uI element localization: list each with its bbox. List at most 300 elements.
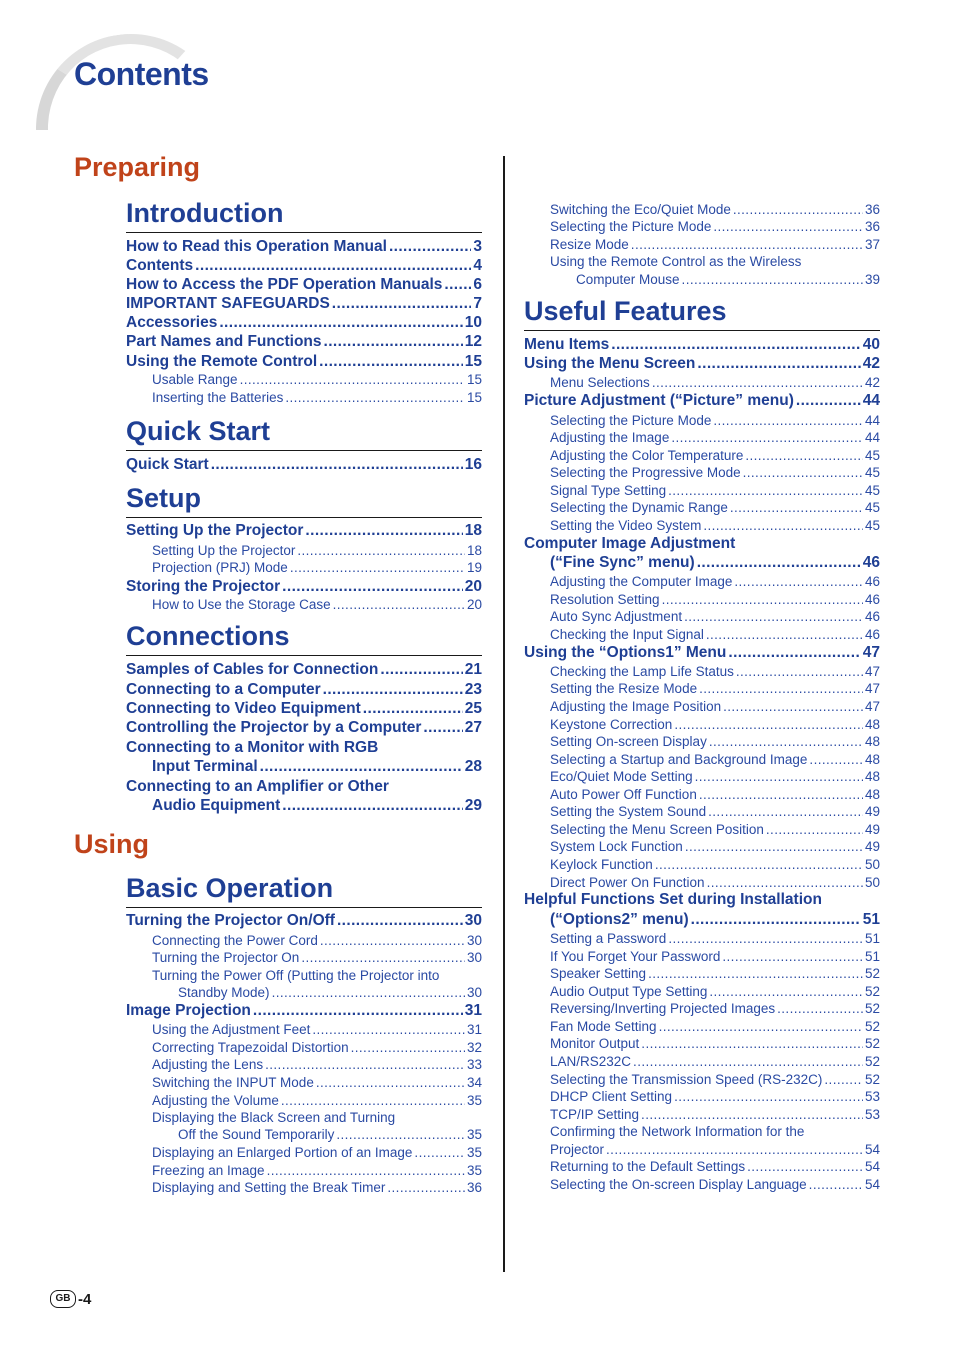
toc-leader-dots [668, 483, 863, 498]
toc-entry-page: 7 [473, 295, 482, 312]
toc-entry-page: 19 [466, 560, 482, 575]
toc-entry-page: 37 [864, 237, 880, 252]
toc-entry[interactable] [152, 1057, 482, 1075]
toc-leader-dots [674, 1089, 863, 1104]
toc-entry[interactable] [550, 966, 880, 984]
toc-entry[interactable] [152, 560, 482, 578]
toc-leader-dots [734, 574, 863, 589]
toc-entry-page: 52 [864, 984, 880, 999]
toc-leader-dots [282, 797, 462, 815]
toc-entry-text: Selecting the Dynamic Range [550, 500, 728, 515]
toc-entry[interactable] [550, 375, 880, 393]
toc-entry-page: 29 [464, 797, 482, 814]
toc-leader-dots [337, 912, 463, 930]
toc-entry-page: 48 [864, 787, 880, 802]
toc-entry[interactable] [550, 483, 880, 501]
toc-entry-text: Checking the Input Signal [550, 627, 704, 642]
toc-entry-page: 34 [466, 1075, 482, 1090]
toc-entry[interactable] [126, 456, 482, 476]
toc-leader-dots [282, 578, 463, 596]
toc-entry-page: 47 [864, 664, 880, 679]
toc-entry-text: Setting Up the Projector [126, 522, 304, 539]
toc-leader-dots [703, 518, 863, 533]
toc-leader-dots [195, 257, 471, 275]
toc-entry[interactable] [550, 1107, 880, 1125]
toc-entry-page: 36 [864, 219, 880, 234]
toc-leader-dots [211, 456, 463, 474]
toc-entry[interactable] [550, 949, 880, 967]
toc-entry-line: Connecting to an Amplifier or Other [126, 778, 389, 795]
toc-entry[interactable] [152, 933, 482, 951]
toc-entry[interactable] [152, 543, 482, 561]
toc-leader-dots [423, 719, 462, 737]
toc-leader-dots [777, 1001, 863, 1016]
toc-entry-text: TCP/IP Setting [550, 1107, 640, 1122]
toc-entry[interactable] [524, 336, 880, 356]
toc-entry[interactable] [550, 1177, 880, 1195]
toc-leader-dots [414, 1145, 465, 1160]
toc-entry-page: 48 [864, 734, 880, 749]
toc-entry-page: 33 [466, 1057, 482, 1072]
toc-leader-dots [267, 1163, 465, 1178]
toc-entry-text: Keylock Function [550, 857, 653, 872]
toc-entry[interactable] [126, 295, 482, 315]
toc-entry[interactable] [550, 202, 880, 220]
toc-leader-dots [699, 787, 863, 802]
toc-entry-page: 45 [864, 483, 880, 498]
toc-entry-page: 53 [864, 1089, 880, 1104]
toc-entry[interactable] [550, 839, 880, 857]
toc-leader-dots [809, 1177, 863, 1192]
toc-entry-text: Adjusting the Image [550, 430, 670, 445]
toc-leader-dots [809, 752, 863, 767]
toc-entry-text: Audio Equipment [152, 797, 281, 814]
toc-leader-dots [685, 839, 863, 854]
toc-entry-page: 52 [864, 1054, 880, 1069]
toc-entry[interactable] [550, 574, 880, 592]
page-footer [50, 1290, 91, 1308]
toc-leader-dots [745, 448, 863, 463]
toc-entry-page: 47 [862, 644, 880, 661]
toc-entry-text: Computer Mouse [576, 272, 680, 287]
toc-entry[interactable] [550, 664, 880, 682]
toc-entry-text: Setting the Resize Mode [550, 681, 698, 696]
toc-entry-page: 45 [864, 518, 880, 533]
toc-entry-page: 30 [466, 950, 482, 965]
toc-entry-text: Resolution Setting [550, 592, 660, 607]
toc-entry[interactable] [550, 1054, 880, 1072]
toc-entry[interactable] [152, 797, 482, 817]
toc-entry-line: Using the Remote Control as the Wireless [550, 254, 802, 269]
toc-entry-text: Storing the Projector [126, 578, 281, 595]
toc-entry-page: 45 [864, 500, 880, 515]
toc-entry[interactable] [126, 522, 482, 542]
toc-entry-page: 4 [473, 257, 482, 274]
toc-leader-dots [684, 609, 863, 624]
region-badge-icon: GB [50, 1290, 76, 1308]
toc-entry[interactable] [550, 592, 880, 610]
toc-entry-text: Keystone Correction [550, 717, 673, 732]
toc-entry-page: 52 [864, 1001, 880, 1016]
toc-entry-text: Selecting a Startup and Background Image [550, 752, 808, 767]
toc-entry-text: Connecting to a Computer [126, 681, 321, 698]
toc-entry[interactable] [178, 1127, 482, 1145]
toc-leader-dots [260, 758, 463, 776]
toc-entry-text: Selecting the Menu Screen Position [550, 822, 764, 837]
toc-entry-text: Adjusting the Color Temperature [550, 448, 744, 463]
toc-leader-dots [332, 295, 472, 313]
toc-entry[interactable] [550, 609, 880, 627]
toc-entry[interactable] [550, 448, 880, 466]
toc-leader-dots [387, 1180, 465, 1195]
toc-leader-dots [709, 984, 863, 999]
toc-entry-text: Connecting the Power Cord [152, 933, 318, 948]
toc-entry-page: 35 [466, 1093, 482, 1108]
toc-leader-dots [662, 592, 863, 607]
toc-entry[interactable] [126, 276, 482, 296]
toc-entry-text: Turning the Projector On/Off [126, 912, 335, 929]
toc-leader-dots [691, 911, 861, 929]
toc-entry-page: 30 [466, 933, 482, 948]
toc-entry[interactable] [550, 769, 880, 787]
toc-entry-text: DHCP Client Setting [550, 1089, 673, 1104]
toc-entry[interactable] [126, 681, 482, 701]
toc-entry[interactable] [152, 597, 482, 615]
toc-entry[interactable] [576, 272, 880, 290]
toc-entry-page: 35 [466, 1163, 482, 1178]
toc-entry-page: 46 [864, 574, 880, 589]
toc-entry-text: Image Projection [126, 1002, 251, 1019]
toc-entry-page: 51 [864, 949, 880, 964]
toc-entry-text: Fan Mode Setting [550, 1019, 657, 1034]
toc-entry[interactable] [550, 931, 880, 949]
toc-entry-text: Selecting the Transmission Speed (RS-232C) [550, 1072, 823, 1087]
toc-entry-text: Turning the Projector On [152, 950, 300, 965]
toc-entry-line: Connecting to a Monitor with RGB [126, 739, 379, 756]
toc-entry-page: 18 [464, 522, 482, 539]
toc-leader-dots [265, 1057, 465, 1072]
toc-entry[interactable] [178, 985, 482, 1003]
toc-entry[interactable] [550, 984, 880, 1002]
toc-entry[interactable] [550, 752, 880, 770]
toc-entry[interactable] [550, 1142, 880, 1160]
toc-entry[interactable] [152, 1093, 482, 1111]
toc-entry-page: 49 [864, 822, 880, 837]
toc-entry-page: 46 [864, 609, 880, 624]
toc-entry[interactable] [126, 257, 482, 277]
toc-entry-text: If You Forget Your Password [550, 949, 721, 964]
toc-entry-page: 35 [466, 1145, 482, 1160]
toc-leader-dots [633, 1054, 863, 1069]
toc-entry[interactable] [126, 719, 482, 739]
toc-entry-text: Using the “Options1” Menu [524, 644, 727, 661]
toc-entry-page: 27 [464, 719, 482, 736]
toc-entry-text: Audio Output Type Setting [550, 984, 708, 999]
toc-entry-text: Using the Remote Control [126, 353, 318, 370]
toc-entry-page: 45 [864, 448, 880, 463]
toc-entry-text: LAN/RS232C [550, 1054, 632, 1069]
toc-leader-dots [606, 1142, 863, 1157]
toc-entry[interactable] [550, 857, 880, 875]
toc-entry-page: 3 [473, 238, 482, 255]
toc-entry-page: 51 [864, 931, 880, 946]
toc-entry[interactable] [550, 413, 880, 431]
toc-leader-dots [301, 950, 465, 965]
toc-leader-dots [713, 413, 863, 428]
toc-leader-dots [766, 822, 863, 837]
toc-leader-dots [316, 1075, 465, 1090]
toc-entry-page: 15 [466, 390, 482, 405]
toc-entry-page: 52 [864, 1036, 880, 1051]
toc-entry-page: 49 [864, 839, 880, 854]
toc-entry-text: Selecting the Progressive Mode [550, 465, 741, 480]
chapter-heading-introduction: Introduction [126, 198, 482, 233]
toc-entry-text: Speaker Setting [550, 966, 647, 981]
toc-entry-page: 44 [862, 392, 880, 409]
toc-entry-page: 25 [464, 700, 482, 717]
toc-entry-page: 48 [864, 717, 880, 732]
toc-entry-text: Projector [550, 1142, 605, 1157]
toc-entry-text: Reversing/Inverting Projected Images [550, 1001, 776, 1016]
toc-entry-page: 6 [473, 276, 482, 293]
toc-entry[interactable] [126, 333, 482, 353]
toc-entry-page: 16 [464, 456, 482, 473]
toc-entry[interactable] [550, 822, 880, 840]
toc-entry-text: Auto Sync Adjustment [550, 609, 683, 624]
toc-entry[interactable] [152, 1180, 482, 1198]
toc-entry[interactable] [524, 644, 880, 664]
toc-entry-text: (“Fine Sync” menu) [550, 554, 695, 571]
toc-leader-dots [796, 392, 861, 410]
toc-entry-page: 31 [466, 1022, 482, 1037]
toc-entry-page: 54 [864, 1142, 880, 1157]
toc-entry-page: 52 [864, 1019, 880, 1034]
toc-leader-dots [389, 238, 471, 256]
toc-entry-page: 53 [864, 1107, 880, 1122]
toc-entry[interactable] [550, 717, 880, 735]
toc-entry[interactable] [550, 554, 880, 574]
toc-entry[interactable] [152, 950, 482, 968]
toc-entry[interactable] [550, 1001, 880, 1019]
toc-leader-dots [285, 390, 465, 405]
toc-leader-dots [290, 560, 465, 575]
toc-entry-page: 42 [862, 355, 880, 372]
toc-entry[interactable] [126, 314, 482, 334]
toc-entry[interactable] [126, 353, 482, 373]
toc-entry-text: Selecting the Picture Mode [550, 413, 712, 428]
toc-leader-dots [312, 1022, 465, 1037]
toc-entry-text: IMPORTANT SAFEGUARDS [126, 295, 330, 312]
toc-entry-text: Quick Start [126, 456, 209, 473]
toc-entry[interactable] [152, 1163, 482, 1181]
toc-leader-dots [219, 314, 462, 332]
toc-leader-dots [728, 644, 860, 662]
toc-entry-page: 36 [466, 1180, 482, 1195]
toc-entry[interactable] [126, 578, 482, 598]
toc-entry[interactable] [550, 804, 880, 822]
toc-entry[interactable] [550, 518, 880, 536]
toc-entry-line: Confirming the Network Information for the [550, 1124, 805, 1139]
toc-entry[interactable] [126, 238, 482, 258]
toc-leader-dots [324, 333, 463, 351]
toc-entry-page: 46 [864, 592, 880, 607]
toc-entry-text: Direct Power On Function [550, 875, 705, 890]
toc-entry[interactable] [550, 787, 880, 805]
toc-leader-dots [323, 681, 463, 699]
toc-entry[interactable] [126, 912, 482, 932]
toc-entry-text: Auto Power Off Function [550, 787, 697, 802]
toc-leader-dots [631, 237, 863, 252]
toc-leader-dots [320, 933, 465, 948]
toc-entry[interactable] [550, 465, 880, 483]
chapter-heading-setup: Setup [126, 483, 482, 518]
toc-entry-text: Controlling the Projector by a Computer [126, 719, 422, 736]
toc-entry-text: Standby Mode) [178, 985, 270, 1000]
toc-entry[interactable] [152, 758, 482, 778]
toc-leader-dots [707, 875, 863, 890]
toc-entry-page: 30 [464, 912, 482, 929]
toc-entry-page: 40 [862, 336, 880, 353]
toc-entry[interactable] [550, 237, 880, 255]
toc-entry-page: 50 [864, 857, 880, 872]
toc-entry[interactable] [550, 699, 880, 717]
toc-entry[interactable] [550, 681, 880, 699]
toc-entry-page: 47 [864, 681, 880, 696]
toc-leader-dots [697, 355, 860, 373]
toc-leader-dots [706, 627, 863, 642]
toc-leader-dots [659, 1019, 863, 1034]
toc-leader-dots [363, 700, 463, 718]
toc-leader-dots [272, 985, 465, 1000]
toc-entry-page: 35 [466, 1127, 482, 1142]
toc-leader-dots [281, 1093, 465, 1108]
toc-leader-dots [699, 681, 863, 696]
toc-entry[interactable] [126, 661, 482, 681]
toc-entry[interactable] [550, 911, 880, 931]
toc-entry[interactable] [152, 1040, 482, 1058]
toc-leader-dots [743, 465, 863, 480]
toc-entry[interactable] [550, 430, 880, 448]
toc-entry[interactable] [126, 700, 482, 720]
toc-leader-dots [730, 500, 863, 515]
toc-entry-page: 49 [864, 804, 880, 819]
toc-leader-dots [380, 661, 462, 679]
toc-entry[interactable] [524, 355, 880, 375]
toc-entry[interactable] [152, 390, 482, 408]
toc-entry-text: Adjusting the Lens [152, 1057, 264, 1072]
toc-leader-dots [641, 1036, 863, 1051]
toc-entry[interactable] [550, 1036, 880, 1054]
toc-entry-text: (“Options2” menu) [550, 911, 689, 928]
toc-entry-text: How to Access the PDF Operation Manuals [126, 276, 443, 293]
toc-entry-page: 51 [862, 911, 880, 928]
toc-entry-page: 32 [466, 1040, 482, 1055]
toc-entry-text: Inserting the Batteries [152, 390, 284, 405]
toc-leader-dots [253, 1002, 463, 1020]
page-title: Contents [74, 56, 209, 92]
toc-leader-dots [733, 202, 863, 217]
toc-entry-page: 52 [864, 1072, 880, 1087]
toc-entry-text: Monitor Output [550, 1036, 640, 1051]
toc-leader-dots [747, 1159, 863, 1174]
chapter-heading-quick-start: Quick Start [126, 416, 482, 451]
toc-entry[interactable] [550, 1159, 880, 1177]
toc-entry[interactable] [550, 1089, 880, 1107]
toc-entry-text: Correcting Trapezoidal Distortion [152, 1040, 349, 1055]
column-divider [503, 156, 505, 1272]
toc-entry-page: 20 [466, 597, 482, 612]
toc-entry-text: Signal Type Setting [550, 483, 667, 498]
toc-entry-text: Part Names and Functions [126, 333, 322, 350]
toc-entry-page: 52 [864, 966, 880, 981]
toc-leader-dots [723, 699, 863, 714]
toc-entry-page: 44 [864, 413, 880, 428]
toc-entry-text: Checking the Lamp Life Status [550, 664, 734, 679]
toc-entry-page: 39 [864, 272, 880, 287]
toc-entry-page: 48 [864, 752, 880, 767]
toc-entry-line: Computer Image Adjustment [524, 535, 736, 552]
toc-entry[interactable] [152, 1075, 482, 1093]
toc-entry[interactable] [152, 1145, 482, 1163]
toc-entry-page: 36 [864, 202, 880, 217]
toc-entry-text: Picture Adjustment (“Picture” menu) [524, 392, 794, 409]
toc-leader-dots [713, 219, 863, 234]
toc-entry-text: Setting a Password [550, 931, 667, 946]
toc-entry-line: Turning the Power Off (Putting the Projector into [152, 968, 440, 983]
toc-entry-text: Selecting the On-screen Display Language [550, 1177, 807, 1192]
toc-entry[interactable] [550, 219, 880, 237]
toc-entry-text: Accessories [126, 314, 218, 331]
toc-entry-page: 44 [864, 430, 880, 445]
toc-entry-page: 23 [464, 681, 482, 698]
toc-entry-text: Projection (PRJ) Mode [152, 560, 288, 575]
toc-entry[interactable] [524, 392, 880, 412]
toc-leader-dots [333, 597, 465, 612]
toc-entry-page: 47 [864, 699, 880, 714]
toc-entry-page: 31 [464, 1002, 482, 1019]
toc-entry[interactable] [550, 500, 880, 518]
toc-leader-dots [297, 543, 465, 558]
toc-entry-text: Resize Mode [550, 237, 629, 252]
toc-entry[interactable] [550, 1072, 880, 1090]
toc-entry[interactable] [152, 372, 482, 390]
toc-entry-page: 15 [466, 372, 482, 387]
toc-leader-dots [695, 769, 863, 784]
toc-leader-dots [736, 664, 863, 679]
toc-entry-text: Returning to the Default Settings [550, 1159, 746, 1174]
toc-leader-dots [708, 804, 863, 819]
toc-leader-dots [319, 353, 463, 371]
toc-entry[interactable] [550, 734, 880, 752]
toc-leader-dots [682, 272, 863, 287]
toc-leader-dots [351, 1040, 465, 1055]
toc-leader-dots [824, 1072, 863, 1087]
toc-entry[interactable] [550, 627, 880, 645]
toc-entry-page: 45 [864, 465, 880, 480]
toc-entry-text: Menu Selections [550, 375, 650, 390]
toc-entry[interactable] [550, 1019, 880, 1037]
toc-entry[interactable] [126, 1002, 482, 1022]
toc-entry-text: Usable Range [152, 372, 238, 387]
toc-entry-page: 54 [864, 1177, 880, 1192]
toc-entry-page: 12 [464, 333, 482, 350]
toc-entry-text: Freezing an Image [152, 1163, 265, 1178]
toc-entry-page: 10 [464, 314, 482, 331]
toc-entry[interactable] [152, 1022, 482, 1040]
toc-entry-text: Setting the Video System [550, 518, 702, 533]
chapter-heading-useful-features: Useful Features [524, 296, 880, 331]
toc-entry-page: 28 [464, 758, 482, 775]
